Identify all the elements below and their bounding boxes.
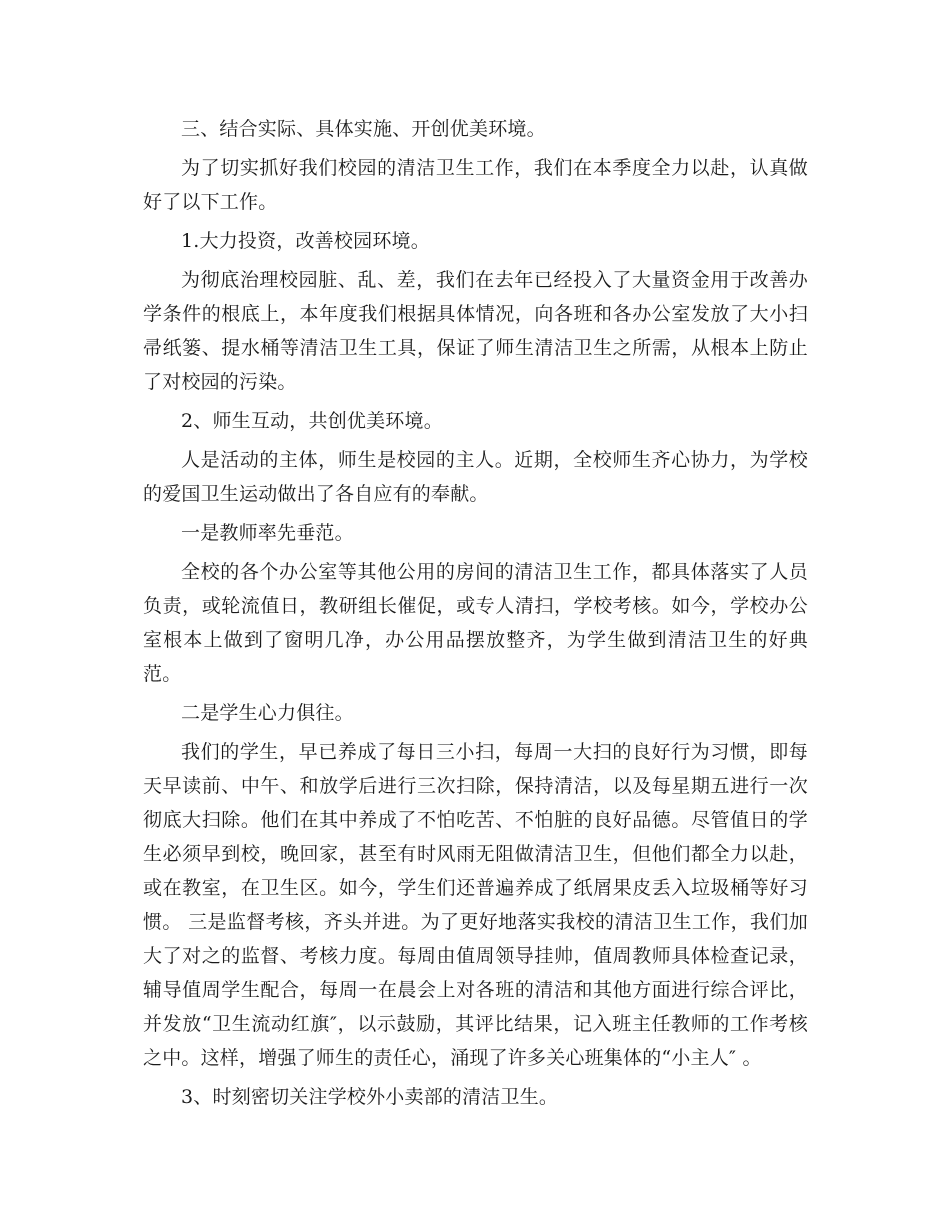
document-body (143, 112, 808, 1119)
body-paragraph: 人是活动的主体，师生是校园的主人。近期，全校师生齐心协力，为学校的爱国卫生运动做出了各自应有的奉献。 (143, 449, 808, 505)
subheading-1: 1.大力投资，改善校园环境。 (181, 230, 430, 252)
subheading-2: 2、师生互动，共创优美环境。 (181, 410, 443, 432)
body-paragraph: 为彻底治理校园脏、乱、差，我们在去年已经投入了大量资金用于改善办学条件的根底上，本年度我们根据具体情况，向各班和各办公室发放了大小扫帚纸篓、提水桶等清洁卫生工具，保证了师生清洁卫生之所需，从根本上防止了对校园的污染。 (143, 269, 808, 393)
point-heading-students: 二是学生心力俱往。 (181, 702, 354, 724)
subheading-3: 3、时刻密切关注学校外小卖部的清洁卫生。 (181, 1086, 559, 1108)
section-heading-3: 三、结合实际、具体实施、开创优美环境。 (181, 118, 546, 140)
body-paragraph: 为了切实抓好我们校园的清洁卫生工作，我们在本季度全力以赴，认真做好了以下工作。 (143, 157, 808, 213)
body-paragraph: 全校的各个办公室等其他公用的房间的清洁卫生工作，都具体落实了人员负责，或轮流值日，教研组长催促，或专人清扫，学校考核。如今，学校办公室根本上做到了窗明几净，办公用品摆放整齐，为学生做到清洁卫生的好典范。 (143, 561, 808, 685)
point-heading-teachers: 一是教师率先垂范。 (181, 522, 354, 544)
body-paragraph: 我们的学生，早已养成了每日三小扫，每周一大扫的良好行为习惯，即每天早读前、中午、和放学后进行三次扫除，保持清洁，以及每星期五进行一次彻底大扫除。他们在其中养成了不怕吃苦、不怕脏的良好品德。尽管值日的学生必须早到校，晚回家，甚至有时风雨无阻做清洁卫生，但他们都全力以赴，或在教室，在卫生区。如今，学生们还普遍养成了纸屑果皮丢入垃圾桶等好习惯。 三是监督考核，齐头并进。为了更好地落实我校的清洁卫生工作，我们加大了对之的监督、考核力度。每周由值周领导挂帅，值周教师具体检查记录，辅导值周学生配合，每周一在晨会上对各班的清洁和其他方面进行综合评比，并发放“卫生流动红旗″，以示鼓励，其评比结果，记入班主任教师的工作考核之中。这样，增强了师生的责任心，涌现了许多关心班集体的“小主人″ 。 (143, 741, 808, 1069)
